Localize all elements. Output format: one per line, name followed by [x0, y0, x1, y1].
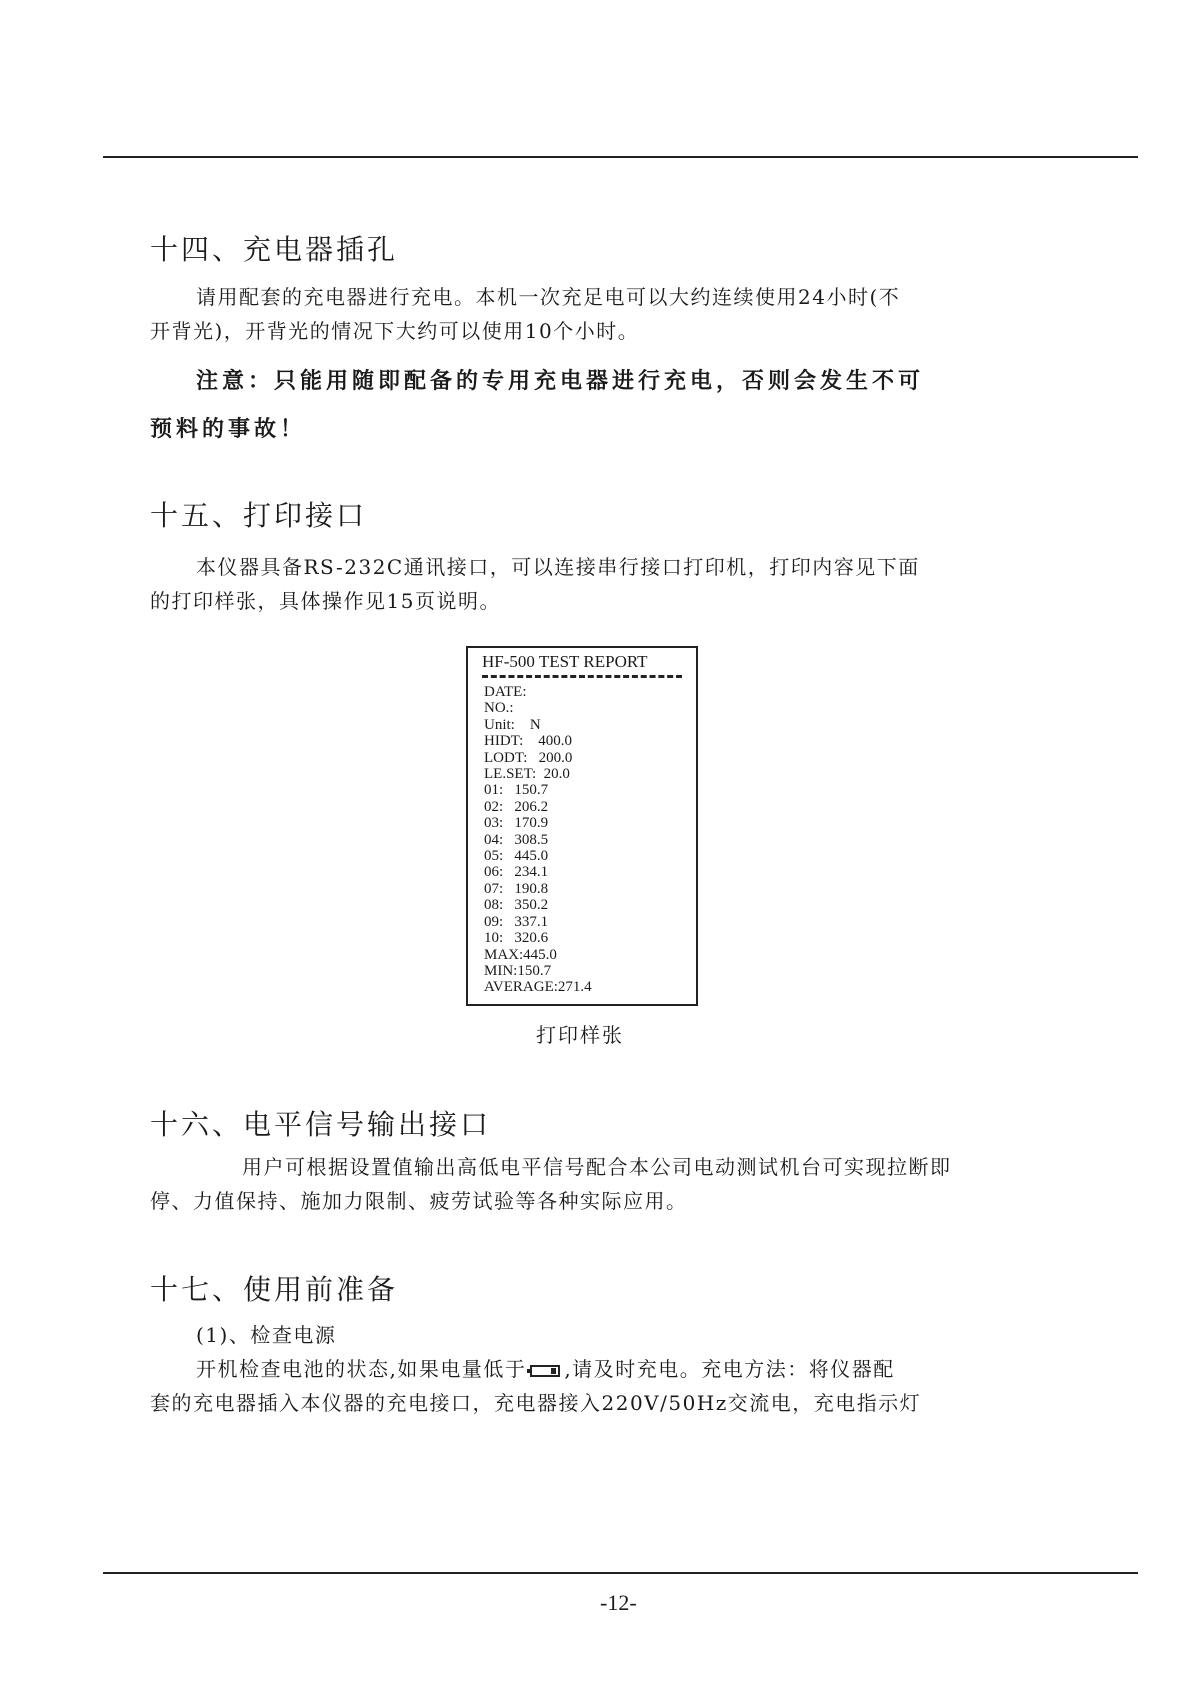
preparation-paragraph [150, 1318, 1030, 1420]
note-line: 注意：只能用随即配备的专用充电器进行充电，否则会发生不可 [196, 369, 925, 394]
paragraph-line [150, 1352, 1030, 1386]
report-line: 05: 445.0 [484, 848, 549, 865]
page-number: -12- [600, 1590, 637, 1615]
note-line: 预料的事故！ [150, 417, 307, 442]
report-line: 01: 150.7 [484, 782, 549, 799]
report-line: Unit: N [484, 716, 541, 733]
paragraph-line: 请用配套的充电器进行充电。本机一次充足电可以大约连续使用24小时(不 [196, 285, 901, 309]
paragraph-line: 开背光)，开背光的情况下大约可以使用10个小时。 [150, 319, 640, 343]
header-rule [103, 156, 1138, 158]
report-line: 08: 350.2 [484, 897, 549, 914]
report-line: LE.SET: 20.0 [484, 766, 570, 783]
section-heading-preparation: 十七、使用前准备 [150, 1273, 399, 1306]
report-caption: 打印样张 [536, 1023, 624, 1047]
paragraph-line: 套的充电器插入本仪器的充电接口，充电器接入220V/50Hz交流电，充电指示灯 [150, 1391, 922, 1415]
report-dashed-divider [482, 675, 682, 678]
paragraph-text: 开机检查电池的状态,如果电量低于 [196, 1357, 527, 1381]
report-line: 07: 190.8 [484, 880, 549, 897]
section-heading-level-signal-output: 十六、电平信号输出接口 [150, 1108, 492, 1141]
print-interface-paragraph [150, 550, 1030, 618]
report-line: LODT: 200.0 [484, 749, 573, 766]
level-signal-paragraph [150, 1150, 1030, 1218]
report-line: 06: 234.1 [484, 864, 549, 881]
report-line: 02: 206.2 [484, 798, 549, 815]
test-report-sample [466, 646, 698, 1006]
report-line: MIN:150.7 [484, 962, 552, 979]
report-line: AVERAGE:271.4 [484, 979, 592, 996]
paragraph-line: 的打印样张，具体操作见15页说明。 [150, 589, 501, 613]
report-line: 04: 308.5 [484, 831, 549, 848]
report-lines [484, 684, 592, 996]
battery-low-icon [530, 1365, 560, 1377]
report-line: MAX:445.0 [484, 946, 557, 963]
report-line: DATE: [484, 684, 527, 700]
sub-item-check-power: (1)、检查电源 [196, 1323, 337, 1347]
paragraph-text: ,请及时充电。充电方法：将仪器配 [564, 1357, 895, 1381]
report-line: 03: 170.9 [484, 815, 549, 832]
report-line: 09: 337.1 [484, 913, 549, 930]
section-heading-print-interface: 十五、打印接口 [150, 499, 368, 532]
report-line: NO.: [484, 700, 514, 717]
report-title: HF-500 TEST REPORT [482, 652, 648, 671]
section-heading-charger-jack: 十四、充电器插孔 [150, 233, 399, 266]
paragraph-line: 本仪器具备RS-232C通讯接口，可以连接串行接口打印机，打印内容见下面 [196, 555, 920, 579]
report-line: HIDT: 400.0 [484, 733, 572, 750]
paragraph-line: 停、力值保持、施加力限制、疲劳试验等各种实际应用。 [150, 1189, 688, 1213]
footer-rule [103, 1572, 1138, 1574]
paragraph-line: 用户可根据设置值输出高低电平信号配合本公司电动测试机台可实现拉断即 [242, 1155, 952, 1179]
report-line: 10: 320.6 [484, 930, 549, 947]
charger-paragraph [150, 280, 1030, 348]
charger-warning-note [150, 358, 924, 454]
